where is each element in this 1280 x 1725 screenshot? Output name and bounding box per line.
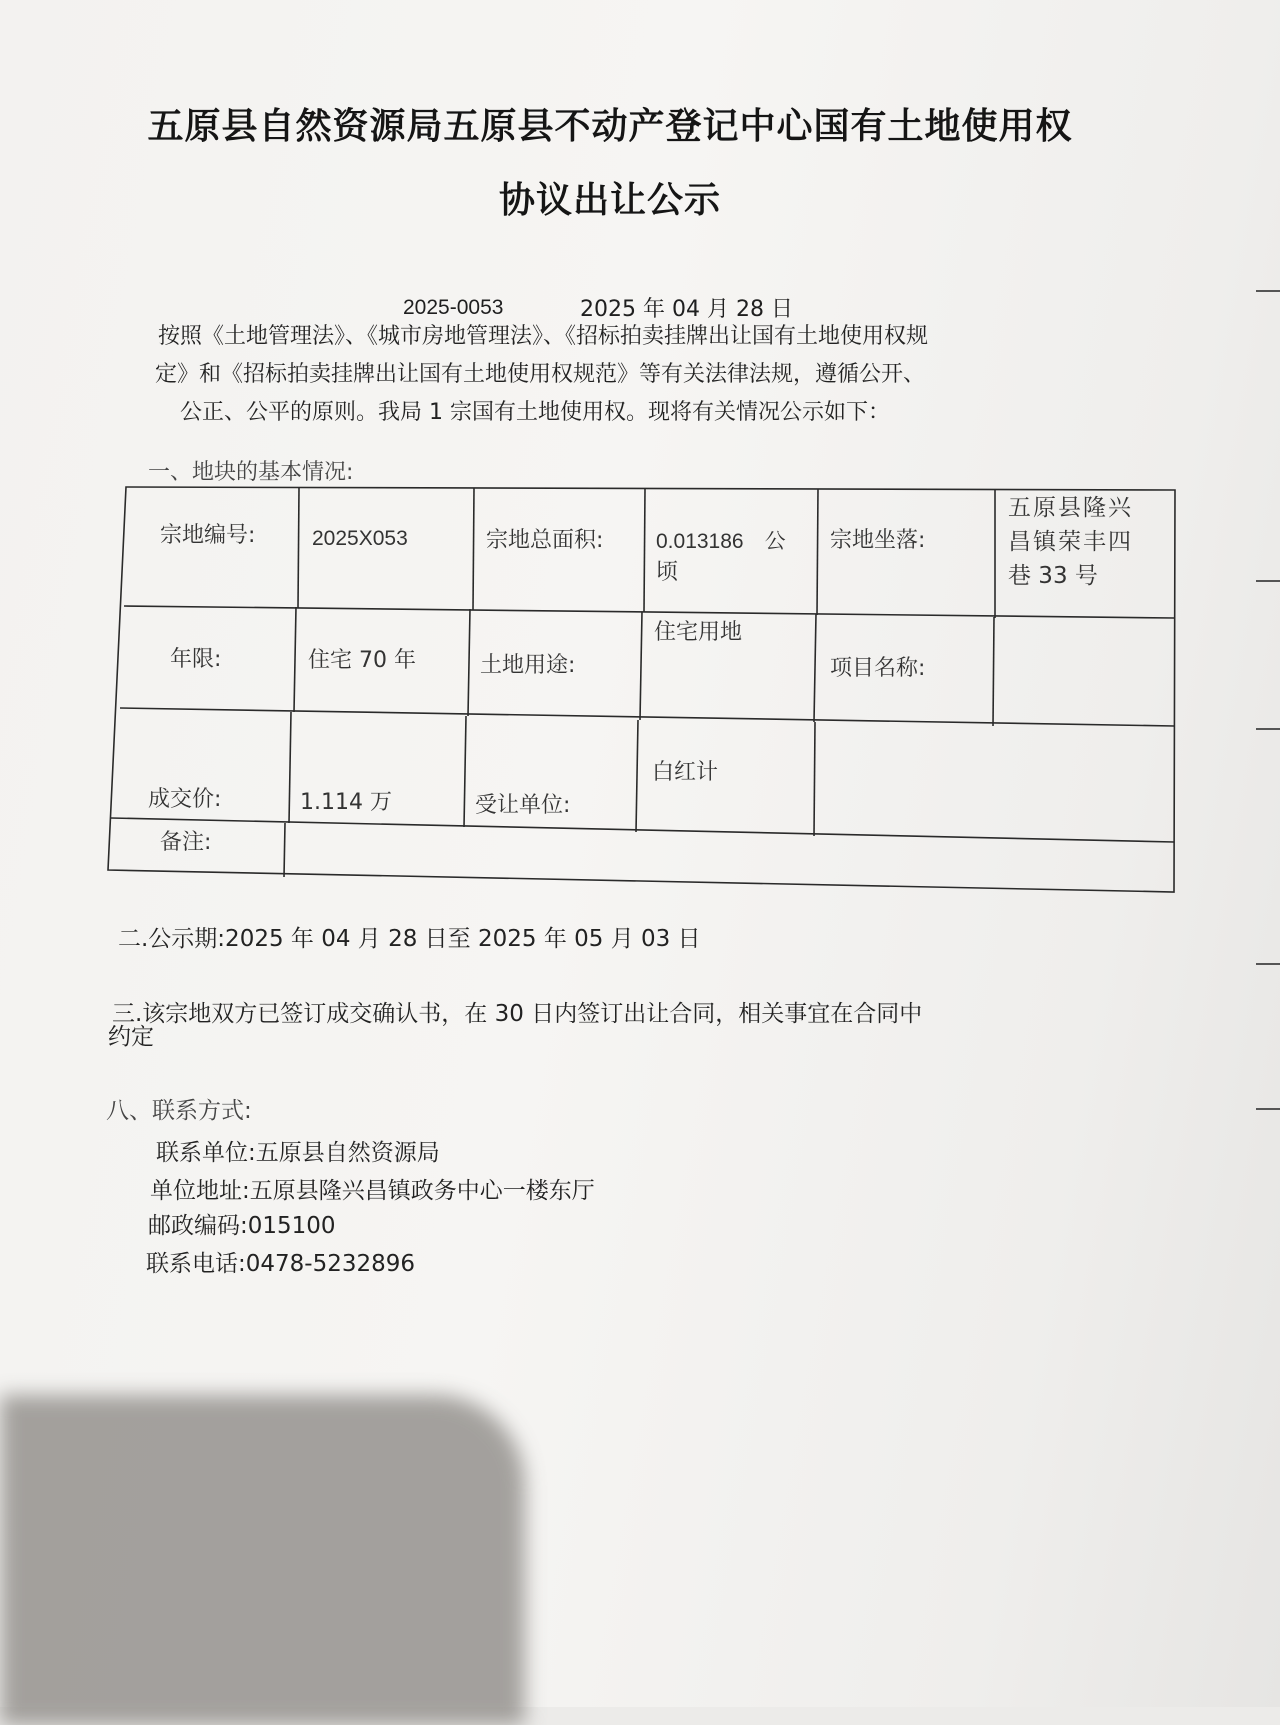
- publicity-period: 二.公示期:2025 年 04 月 28 日至 2025 年 05 月 03 日: [118, 926, 701, 952]
- document-subtitle: 协议出让公示: [498, 180, 721, 221]
- land-use-label: 土地用途:: [480, 653, 576, 678]
- contact-phone: 联系电话:0478-5232896: [146, 1251, 416, 1277]
- parcel-location-value: 五原县隆兴: [1008, 495, 1133, 521]
- finger-shadow: [0, 1395, 525, 1725]
- parcel-location-value: 昌镇荣丰四: [1008, 529, 1133, 555]
- price-label: 成交价:: [148, 787, 222, 812]
- section-three-line: 约定: [108, 1024, 154, 1050]
- intro-paragraph-line: 定》和《招标拍卖挂牌出让国有土地使用权规范》等有关法律法规，遵循公开、: [155, 362, 926, 387]
- parcel-location-value: 巷 33 号: [1008, 563, 1098, 589]
- price-value: 1.114 万: [300, 790, 392, 815]
- parcel-number-value: 2025X053: [312, 527, 408, 550]
- intro-paragraph-line: 按照《土地管理法》、《城市房地管理法》、《招标拍卖挂牌出让国有土地使用权规: [158, 324, 929, 349]
- parcel-area-unit: 顷: [656, 560, 679, 585]
- buyer-label: 受让单位:: [475, 793, 571, 818]
- land-use-value: 住宅用地: [654, 620, 743, 645]
- term-value: 住宅 70 年: [308, 648, 416, 673]
- document-date: 2025 年 04 月 28 日: [580, 297, 793, 322]
- edge-mark: [1256, 1108, 1280, 1110]
- parcel-area-label: 宗地总面积:: [486, 528, 604, 553]
- intro-paragraph-line: 公正、公平的原则。我局 1 宗国有土地使用权。现将有关情况公示如下：: [180, 400, 890, 425]
- parcel-location-label: 宗地坐落:: [830, 528, 926, 553]
- remark-label: 备注:: [160, 830, 212, 855]
- edge-mark: [1256, 290, 1280, 292]
- buyer-value: 白红计: [652, 760, 719, 785]
- edge-mark: [1256, 728, 1280, 730]
- parcel-number-label: 宗地编号:: [160, 523, 256, 548]
- section-heading-parcel: 一、地块的基本情况:: [148, 460, 354, 485]
- project-name-label: 项目名称:: [830, 656, 926, 681]
- parcel-area-value: 0.013186 公: [656, 530, 786, 553]
- term-label: 年限:: [170, 647, 222, 672]
- contact-unit: 联系单位:五原县自然资源局: [156, 1140, 440, 1166]
- edge-mark: [1256, 963, 1280, 965]
- contact-address: 单位地址:五原县隆兴昌镇政务中心一楼东厅: [150, 1178, 595, 1204]
- section-three-line: 三.该宗地双方已签订成交确认书，在 30 日内签订出让合同，相关事宜在合同中: [112, 1001, 923, 1027]
- document-number: 2025-0053: [403, 296, 504, 319]
- contact-postcode: 邮政编码:015100: [148, 1213, 336, 1239]
- document-title: 五原县自然资源局五原县不动产登记中心国有土地使用权: [147, 106, 1073, 147]
- contact-heading: 八、联系方式:: [106, 1098, 252, 1124]
- edge-mark: [1256, 580, 1280, 582]
